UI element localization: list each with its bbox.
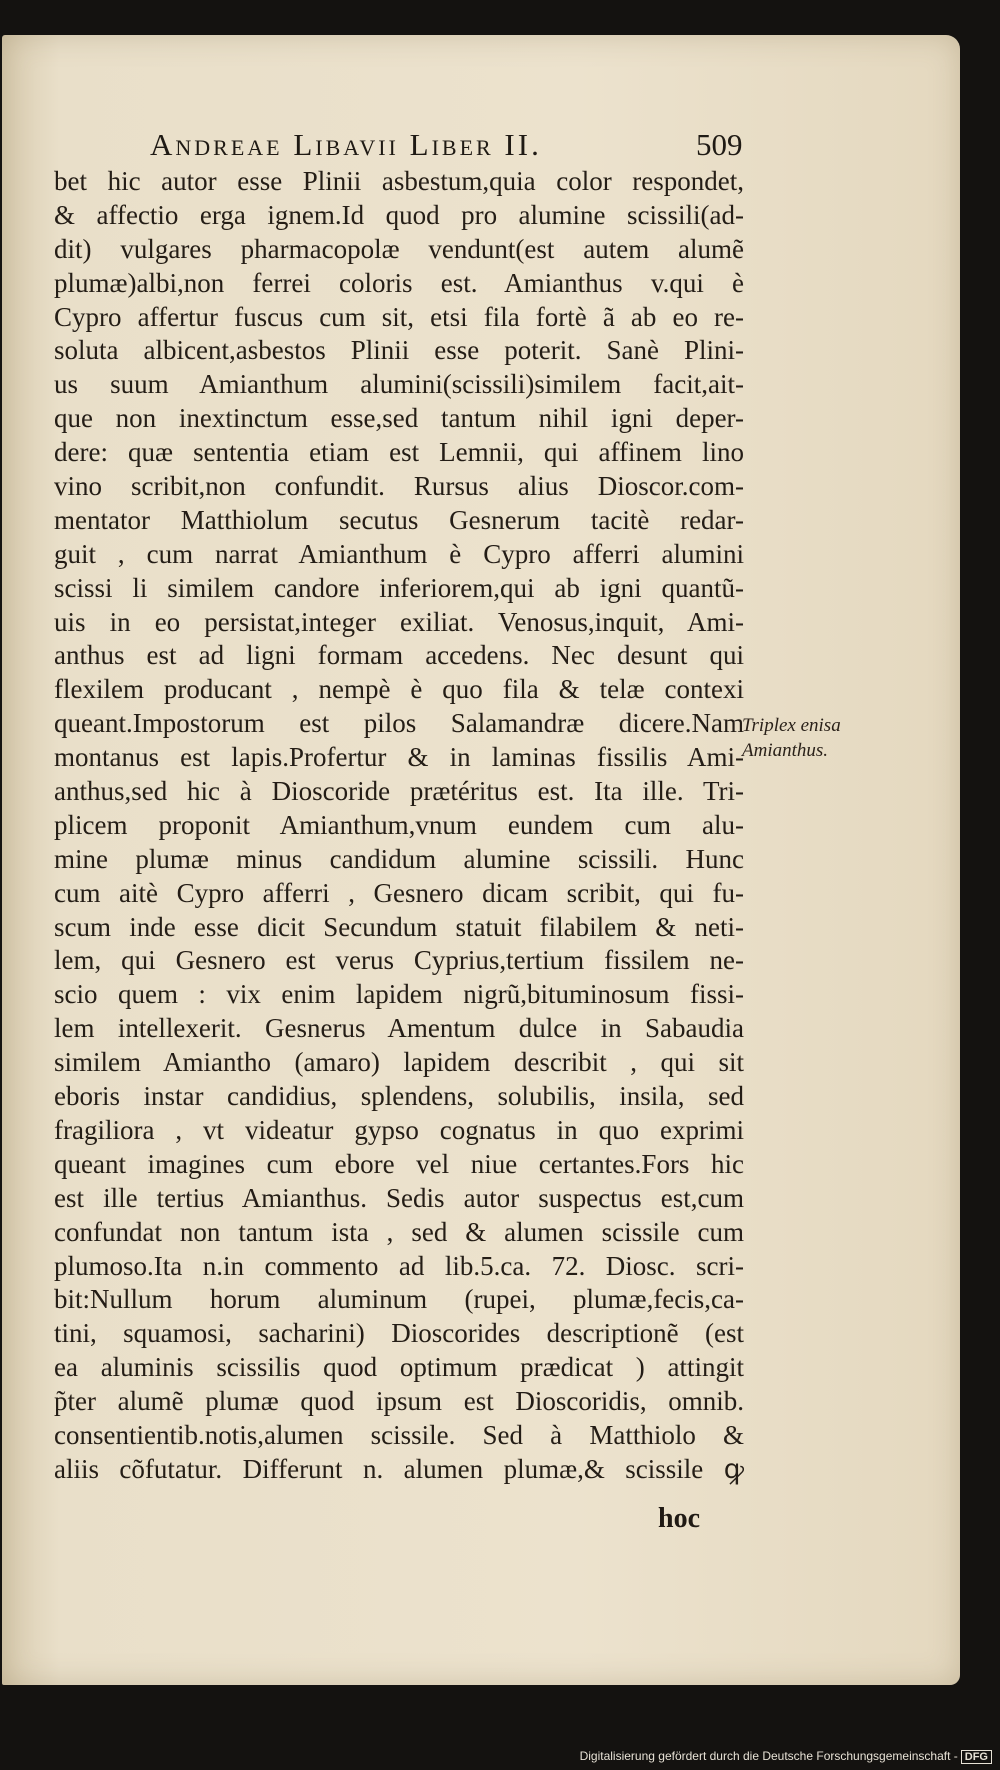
- text-line: bet hic autor esse Plinii asbestum,quia color respondet,: [54, 166, 744, 196]
- text-line: confundat non tantum ista , sed & alumen scissile cum: [54, 1216, 744, 1247]
- text-line: us suum Amianthum alumini(scissili)similem facit,ait-: [54, 369, 744, 400]
- text-line: scum inde esse dicit Secundum statuit filabilem & neti-: [54, 911, 744, 942]
- text-line: queant.Impostorum est pilos Salamandræ dicere.Nam: [54, 708, 744, 739]
- text-line: eboris instar candidius, splendens, solubilis, insila, sed: [54, 1081, 744, 1112]
- text-line: Cypro affertur fuscus cum sit, etsi fila fortè ã ab eo re-: [54, 301, 744, 332]
- text-line: uis in eo persistat,integer exiliat. Venosus,inquit, Ami-: [54, 606, 744, 637]
- dfg-logo: DFG: [961, 1750, 992, 1764]
- body-text: [54, 165, 744, 1487]
- text-line: est ille tertius Amianthus. Sedis autor suspectus est,cum: [54, 1182, 744, 1213]
- page-number: 509: [696, 127, 743, 162]
- text-line: lem, qui Gesnero est verus Cyprius,tertium fissilem ne-: [54, 945, 744, 976]
- text-line: que non inextinctum esse,sed tantum nihil igni deper-: [54, 403, 744, 434]
- book-page: [2, 35, 960, 1685]
- text-line: plumæ)albi,non ferrei coloris est. Amianthus v.qui è: [54, 267, 744, 298]
- text-line: vino scribit,non confundit. Rursus alius Dioscor.com-: [54, 471, 744, 502]
- text-line: fragiliora , vt videatur gypso cognatus in quo exprimi: [54, 1114, 744, 1145]
- credit-text: Digitalisierung gefördert durch die Deutsche Forschungsgemeinschaft -: [579, 1749, 958, 1763]
- text-line: guit , cum narrat Amianthum è Cypro afferri alumini: [54, 538, 744, 569]
- text-line: mine plumæ minus candidum alumine scissili. Hunc: [54, 843, 744, 874]
- text-line: aliis cõfutatur. Differunt n. alumen plumæ,& scissile ꝙ: [54, 1453, 744, 1484]
- text-line: consentientib.notis,alumen scissile. Sed à Matthiolo &: [54, 1419, 744, 1450]
- text-line: cum aitè Cypro afferri , Gesnero dicam scribit, qui fu-: [54, 877, 744, 908]
- text-line: plumoso.Ita n.in commento ad lib.5.ca. 72. Diosc. scri-: [54, 1250, 744, 1281]
- text-line: anthus,sed hic à Dioscoride prætéritus est. Ita ille. Tri-: [54, 776, 744, 807]
- text-line: flexilem producant , nempè è quo fila & telæ contexi: [54, 674, 744, 705]
- text-line: scissi li similem candore inferiorem,qui ab igni quantũ-: [54, 572, 744, 603]
- text-line: lem intellexerit. Gesnerus Amentum dulce in Sabaudia: [54, 1013, 744, 1044]
- text-line: queant imagines cum ebore vel niue certantes.Fors hic: [54, 1148, 744, 1179]
- text-line: mentator Matthiolum secutus Gesnerum tacitè redar-: [54, 504, 744, 535]
- catchword: hoc: [658, 1503, 700, 1534]
- digitization-credit: [580, 1749, 992, 1764]
- margin-note: Triplex enisa Amianthus.: [742, 715, 841, 761]
- text-line: & affectio erga ignem.Id quod pro alumine scissili(ad-: [54, 199, 744, 230]
- text-line: similem Amiantho (amaro) lapidem describit , qui sit: [54, 1047, 744, 1078]
- text-line: p̃ter alumẽ plumæ quod ipsum est Dioscoridis, omnib.: [54, 1386, 744, 1417]
- text-line: bit:Nullum horum aluminum (rupei, plumæ,fecis,ca-: [54, 1284, 744, 1315]
- text-line: plicem proponit Amianthum,vnum eundem cum alu-: [54, 809, 744, 840]
- text-line: soluta albicent,asbestos Plinii esse poterit. Sanè Plini-: [54, 335, 744, 366]
- text-line: anthus est ad ligni formam accedens. Nec desunt qui: [54, 640, 744, 671]
- text-line: ea aluminis scissilis quod optimum prædicat ) attingit: [54, 1352, 744, 1383]
- text-line: dit) vulgares pharmacopolæ vendunt(est autem alumẽ: [54, 233, 744, 264]
- running-head: Andreae Libavii Liber II.: [150, 127, 542, 162]
- text-line: montanus est lapis.Profertur & in laminas fissilis Ami-: [54, 742, 744, 773]
- text-line: tini, squamosi, sacharini) Dioscorides descriptionẽ (est: [54, 1318, 744, 1349]
- text-line: dere: quæ sententia etiam est Lemnii, qui affinem lino: [54, 437, 744, 468]
- text-line: scio quem : vix enim lapidem nigrũ,bituminosum fissi-: [54, 979, 744, 1010]
